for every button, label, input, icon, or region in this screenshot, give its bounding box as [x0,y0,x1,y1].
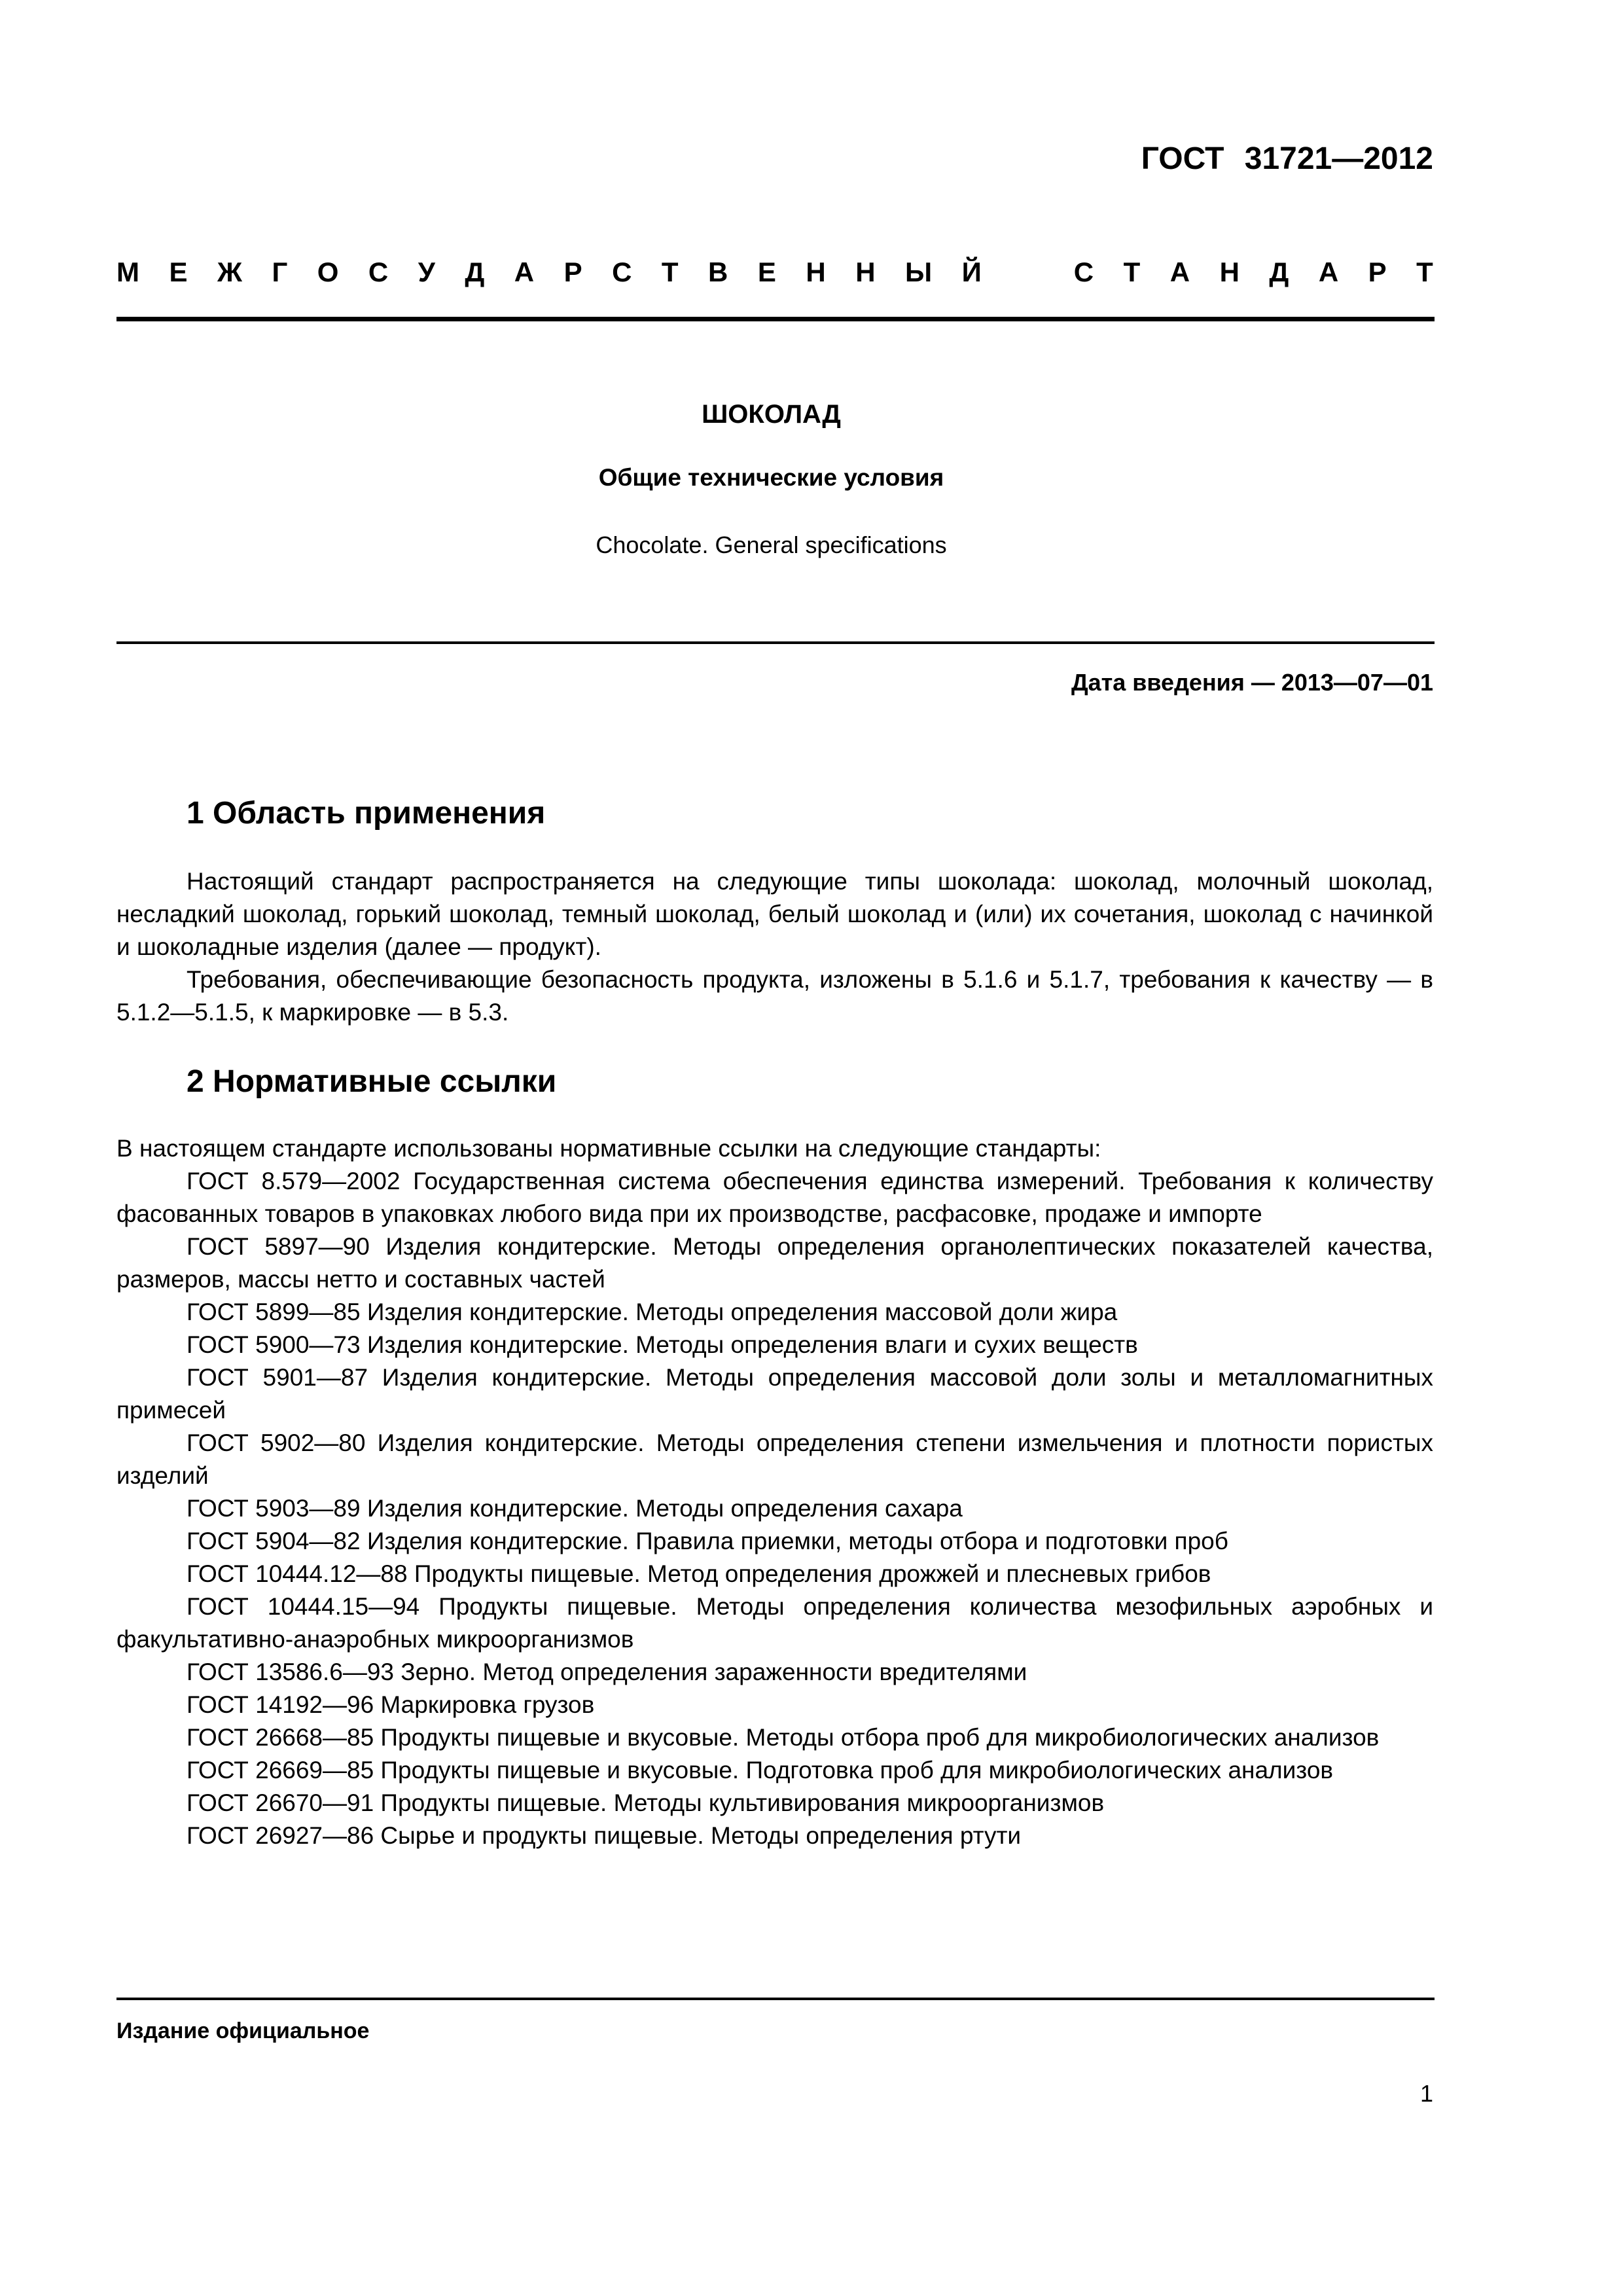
reference-item: ГОСТ 5899—85 Изделия кондитерские. Методы определения массовой доли жира [187,1299,1118,1325]
standard-kind-heading [116,257,1433,288]
reference-item: ГОСТ 10444.12—88 Продукты пищевые. Метод определения дрожжей и плесневых грибов [187,1560,1211,1587]
reference-item: ГОСТ 10444.15—94 Продукты пищевые. Методы определения количества мезофильных аэробных и факультативно-анаэробных микроорганизмов [116,1593,1433,1653]
standard-kind-letter: А [1169,257,1190,287]
reference-item: ГОСТ 13586.6—93 Зерно. Метод определения зараженности вредителями [187,1659,1027,1685]
standard-kind-letter: Р [1368,257,1387,287]
standard-kind-letter: Е [757,257,776,287]
reference-item: ГОСТ 5901—87 Изделия кондитерские. Методы определения массовой доли золы и металломагнитных примесей [116,1364,1433,1424]
standard-kind-letter: Н [1219,257,1240,287]
reference-item: ГОСТ 5897—90 Изделия кондитерские. Методы определения органолептических показателей качества, размеров, массы нетто и составных частей [116,1233,1433,1293]
standard-kind-letter: Н [806,257,826,287]
edition-label: Издание официальное [116,2018,370,2043]
section-1-body [116,865,1433,1029]
standard-kind-letter: Е [169,257,188,287]
standard-kind-letter: Ы [905,257,933,287]
standard-kind-letter: Д [1269,257,1289,287]
reference-item: ГОСТ 26927—86 Сырье и продукты пищевые. Методы определения ртути [187,1822,1022,1849]
reference-item: ГОСТ 5900—73 Изделия кондитерские. Методы определения влаги и сухих веществ [187,1331,1138,1358]
standard-kind-letter: Т [1123,257,1141,287]
standard-kind-letter: А [1318,257,1339,287]
reference-item: ГОСТ 8.579—2002 Государственная система обеспечения единства измерений. Требования к количеству фасованных товаров в упаковках любого вида при их производстве, расфасовке, продаже и импорте [116,1168,1433,1227]
standard-kind-letter: Р [563,257,582,287]
reference-item: ГОСТ 26670—91 Продукты пищевые. Методы культивирования микроорганизмов [187,1789,1105,1816]
section-2-intro: В настоящем стандарте использованы нормативные ссылки на следующие стандарты: [116,1135,1101,1162]
standard-kind-letter: Н [855,257,876,287]
standard-kind-letter: С [612,257,632,287]
reference-item: ГОСТ 5903—89 Изделия кондитерские. Методы определения сахара [187,1495,963,1522]
bottom-divider [116,1998,1435,2000]
standard-kind-letter: С [368,257,389,287]
section-1-paragraph: Настоящий стандарт распространяется на следующие типы шоколада: шоколад, молочный шоколад, несладкий шоколад, горький шоколад, темный шоколад, белый шоколад и (или) их сочетания, шоколад с начинкой и шоколадные изделия (далее — продукт). [116,868,1433,960]
document-subtitle: Общие технические условия [598,464,944,491]
standard-kind-letter: А [514,257,535,287]
standard-kind-letter: Т [1416,257,1433,287]
section-2-body [116,1132,1433,1852]
standard-kind-letter: О [317,257,339,287]
document-code: ГОСТ 31721—2012 [1141,141,1433,176]
reference-item: ГОСТ 26669—85 Продукты пищевые и вкусовые. Подготовка проб для микробиологических анализов [187,1757,1334,1784]
top-divider [116,317,1435,321]
reference-item: ГОСТ 26668—85 Продукты пищевые и вкусовые. Методы отбора проб для микробиологических анализов [187,1724,1380,1751]
standard-kind-letter: Й [961,257,982,287]
standard-kind-letter: Т [661,257,679,287]
document-subtitle-english: Chocolate. General specifications [596,531,947,558]
middle-divider [116,641,1435,644]
standard-kind-letter: У [418,257,435,287]
standard-kind-letter: М [116,257,139,287]
standard-kind-letter: Г [272,257,288,287]
standard-kind-letter: С [1073,257,1094,287]
reference-item: ГОСТ 5904—82 Изделия кондитерские. Правила приемки, методы отбора и подготовки проб [187,1528,1228,1554]
standard-kind-letter: Д [465,257,485,287]
document-title: ШОКОЛАД [702,400,841,429]
standard-kind-letter: В [708,257,728,287]
reference-item: ГОСТ 14192—96 Маркировка грузов [187,1691,595,1718]
section-1-paragraph: Требования, обеспечивающие безопасность продукта, изложены в 5.1.6 и 5.1.7, требования к качеству — в 5.1.2—5.1.5, к маркировке — в 5.3. [116,966,1433,1026]
standard-kind-letter: Ж [217,257,242,287]
reference-item: ГОСТ 5902—80 Изделия кондитерские. Методы определения степени измельчения и плотности пористых изделий [116,1429,1433,1489]
section-1-heading: 1 Область применения [187,796,546,831]
section-2-heading: 2 Нормативные ссылки [187,1064,557,1099]
word-gap [1011,257,1044,288]
introduction-date: Дата введения — 2013—07—01 [1071,669,1433,696]
page-number: 1 [1419,2080,1433,2107]
